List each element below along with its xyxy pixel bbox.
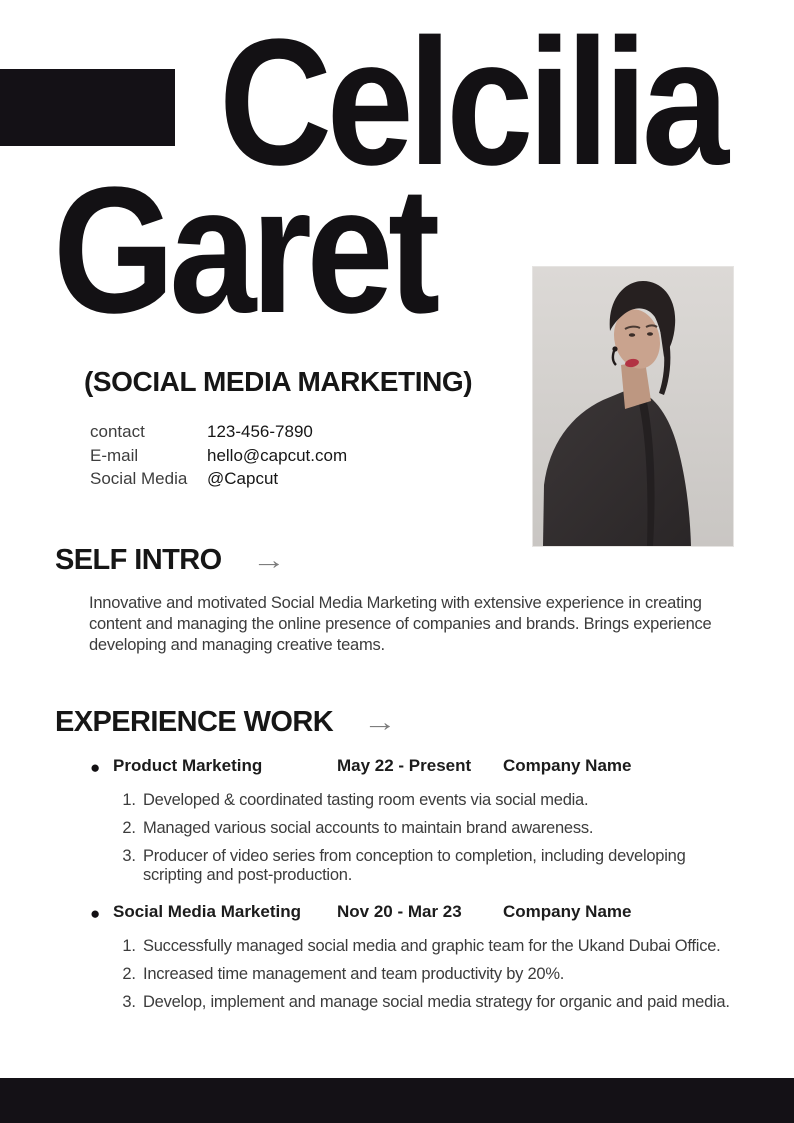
self-intro-body: Innovative and motivated Social Media Marketing with extensive experience in creating content and managing the online presence of companies and brands. Brings experience developing and managing creative teams. <box>89 594 712 654</box>
job-company: Company Name <box>503 756 632 775</box>
bullet-icon: ● <box>90 904 101 923</box>
job-period: Nov 20 - Mar 23 <box>337 902 462 921</box>
right-arrow-icon: → <box>363 707 397 737</box>
job-header <box>90 756 740 778</box>
section-self-intro-heading <box>55 544 286 577</box>
experience-entry-1 <box>90 756 740 894</box>
job-header <box>90 902 740 924</box>
portrait-photo <box>533 267 733 546</box>
name-first: Celcilia <box>219 2 724 203</box>
section-experience-heading <box>55 706 397 739</box>
job-period: May 22 - Present <box>337 756 472 775</box>
name-last: Garet <box>53 150 435 351</box>
bullet-icon: ● <box>90 758 101 777</box>
job-role: Social Media Marketing <box>113 902 301 921</box>
portrait-illustration <box>533 267 733 546</box>
job-task: 1. Successfully managed social media and graphic team for the Ukand Dubai Office. <box>140 937 740 956</box>
job-task: 3. Develop, implement and manage social media strategy for organic and paid media. <box>140 993 740 1012</box>
footer-black-bar <box>0 1078 794 1123</box>
top-black-block <box>0 69 175 146</box>
job-task: 1. Developed & coordinated tasting room events via social media. <box>140 791 740 810</box>
contact-info <box>90 423 347 488</box>
job-task: 3. Producer of video series from conception to completion, including developing scripting and post-production. <box>140 847 740 885</box>
experience-entry-2 <box>90 902 740 1021</box>
job-task-list <box>115 937 740 1012</box>
contact-label-phone: contact <box>90 422 145 441</box>
job-task-list <box>115 791 740 885</box>
job-company: Company Name <box>503 902 632 921</box>
job-task: 2. Managed various social accounts to maintain brand awareness. <box>140 819 740 838</box>
contact-value-email: hello@capcut.com <box>207 445 348 465</box>
right-arrow-icon: → <box>251 545 286 575</box>
contact-label-email: E-mail <box>90 445 139 465</box>
contact-label-social: Social Media <box>90 469 188 488</box>
experience-title: EXPERIENCE WORK <box>55 706 334 738</box>
contact-value-phone: 123-456-7890 <box>207 422 313 441</box>
self-intro-title: SELF INTRO <box>55 544 222 576</box>
contact-value-social: @Capcut <box>207 469 279 488</box>
job-role: Product Marketing <box>113 756 263 775</box>
job-task: 2. Increased time management and team productivity by 20%. <box>140 965 740 984</box>
role-title: (SOCIAL MEDIA MARKETING) <box>84 366 473 397</box>
